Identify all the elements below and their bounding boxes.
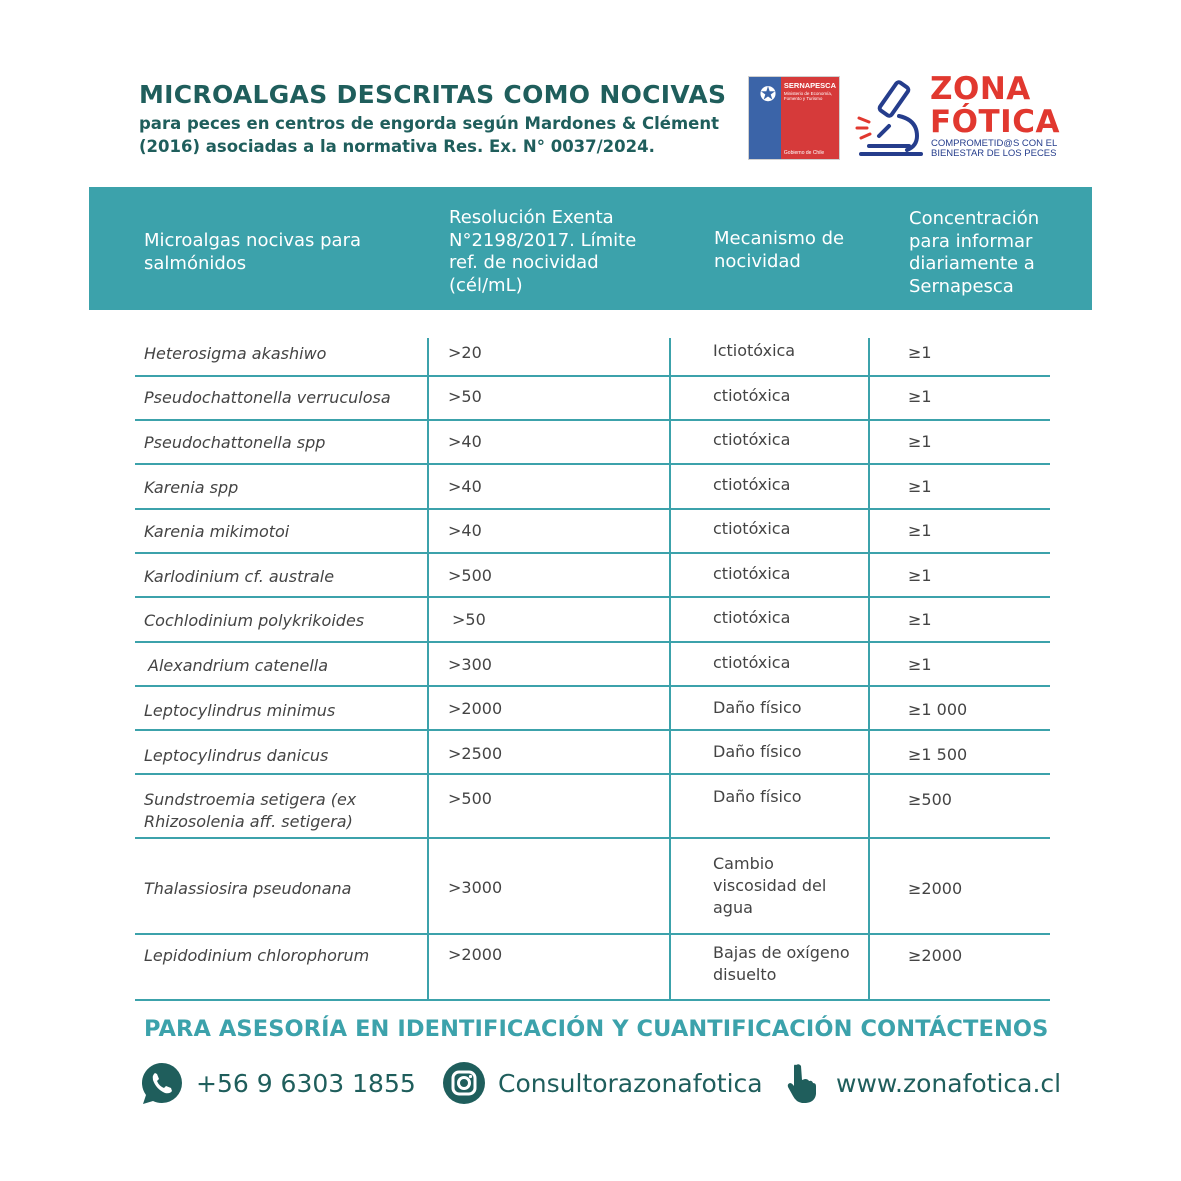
sernapesca-name: SERNAPESCA xyxy=(783,81,836,90)
species-cell: Karlodinium cf. australe xyxy=(144,567,335,586)
mechanism-cell: Cambio viscosidad del agua xyxy=(713,854,827,917)
limit-cell: >2500 xyxy=(448,744,503,763)
species-cell: Heterosigma akashiwo xyxy=(144,344,327,363)
report-cell: ≥1 xyxy=(908,387,932,406)
species-cell: Karenia spp xyxy=(144,478,239,497)
mechanism-cell: ctiotóxica xyxy=(713,653,791,672)
report-cell: ≥1 xyxy=(908,477,932,496)
species-cell: Pseudochattonella verruculosa xyxy=(144,388,391,407)
species-cell: Leptocylindrus danicus xyxy=(144,746,329,765)
report-cell: ≥1 xyxy=(908,655,932,674)
limit-cell: >300 xyxy=(448,655,492,674)
table-header xyxy=(89,187,1092,310)
mechanism-cell: ctiotóxica xyxy=(713,430,791,449)
mechanism-cell: ctiotóxica xyxy=(713,608,791,627)
mechanism-cell: ctiotóxica xyxy=(713,386,791,405)
header-mechanism: Mecanismo de nocividad xyxy=(714,228,845,272)
zona-fotica-wordmark-line2: FÓTICA xyxy=(930,104,1060,140)
species-cell: Cochlodinium polykrikoides xyxy=(144,611,365,630)
limit-cell: >40 xyxy=(448,477,482,496)
instagram-icon xyxy=(442,1061,486,1105)
sernapesca-ministry: Ministerio de Economía, Fomento y Turismo xyxy=(783,91,833,101)
pointing-hand-icon xyxy=(780,1061,824,1105)
contact-cta: PARA ASESORÍA EN IDENTIFICACIÓN Y CUANTIFICACIÓN CONTÁCTENOS xyxy=(144,1016,1049,1042)
limit-cell: >20 xyxy=(448,343,482,362)
microscope-icon xyxy=(855,76,925,158)
species-cell: Lepidodinium chlorophorum xyxy=(144,946,370,965)
mechanism-cell: Ictiotóxica xyxy=(713,341,796,360)
limit-cell: >40 xyxy=(448,521,482,540)
mechanism-cell: Daño físico xyxy=(713,698,802,717)
species-cell: Sundstroemia setigera (ex Rhizosolenia aff. setigera) xyxy=(144,790,357,831)
report-cell: ≥2000 xyxy=(908,946,963,965)
report-cell: ≥1 xyxy=(908,610,932,629)
limit-cell: >40 xyxy=(448,432,482,451)
mechanism-cell: ctiotóxica xyxy=(713,475,791,494)
header-limit: Resolución Exenta N°2198/2017. Límite ref. de nocividad (cél/mL) xyxy=(449,207,637,296)
mechanism-cell: Daño físico xyxy=(713,742,802,761)
species-cell: Karenia mikimotoi xyxy=(144,522,290,541)
instagram-contact[interactable] xyxy=(442,1062,763,1104)
website-contact[interactable] xyxy=(780,1062,1061,1104)
report-cell: ≥1 xyxy=(908,343,932,362)
report-cell: ≥1 xyxy=(908,566,932,585)
sernapesca-gov: Gobierno de Chile xyxy=(783,150,825,156)
report-cell: ≥1 500 xyxy=(908,745,968,764)
mechanism-cell: Daño físico xyxy=(713,787,802,806)
zona-fotica-wordmark-line1: ZONA xyxy=(930,71,1031,107)
whatsapp-icon xyxy=(140,1061,184,1105)
mechanism-cell: ctiotóxica xyxy=(713,519,791,538)
sernapesca-logo xyxy=(748,76,840,160)
limit-cell: >500 xyxy=(448,566,492,585)
species-cell: Thalassiosira pseudonana xyxy=(144,879,352,898)
report-cell: ≥1 000 xyxy=(908,700,968,719)
page-title: MICROALGAS DESCRITAS COMO NOCIVAS xyxy=(139,80,727,109)
website-url: www.zonafotica.cl xyxy=(836,1068,1062,1098)
species-cell: Leptocylindrus minimus xyxy=(144,701,336,720)
limit-cell: >2000 xyxy=(448,945,503,964)
report-cell: ≥500 xyxy=(908,790,952,809)
mechanism-cell: Bajas de oxígeno disuelto xyxy=(713,943,850,984)
header-species: Microalgas nocivas para salmónidos xyxy=(144,230,362,274)
phone-number: +56 9 6303 1855 xyxy=(196,1068,416,1098)
header-report: Concentración para informar diariamente a Sernapesca xyxy=(909,208,1040,297)
report-cell: ≥1 xyxy=(908,432,932,451)
instagram-handle: Consultorazonafotica xyxy=(498,1068,763,1098)
limit-cell: >3000 xyxy=(448,878,503,897)
limit-cell: >500 xyxy=(448,789,492,808)
phone-contact[interactable] xyxy=(140,1062,416,1104)
chile-coat-of-arms-icon: ✪ xyxy=(759,82,777,106)
report-cell: ≥1 xyxy=(908,521,932,540)
species-cell: Alexandrium catenella xyxy=(148,656,329,675)
page-subtitle: para peces en centros de engorda según Mardones & Clément (2016) asociadas a la normativa Res. Ex. N° 0037/2024. xyxy=(139,114,719,156)
limit-cell: >50 xyxy=(452,610,486,629)
zona-fotica-tagline: COMPROMETID@S CON EL BIENESTAR DE LOS PECES xyxy=(931,138,1057,159)
limit-cell: >50 xyxy=(448,387,482,406)
mechanism-cell: ctiotóxica xyxy=(713,564,791,583)
limit-cell: >2000 xyxy=(448,699,503,718)
species-cell: Pseudochattonella spp xyxy=(144,433,326,452)
report-cell: ≥2000 xyxy=(908,879,963,898)
